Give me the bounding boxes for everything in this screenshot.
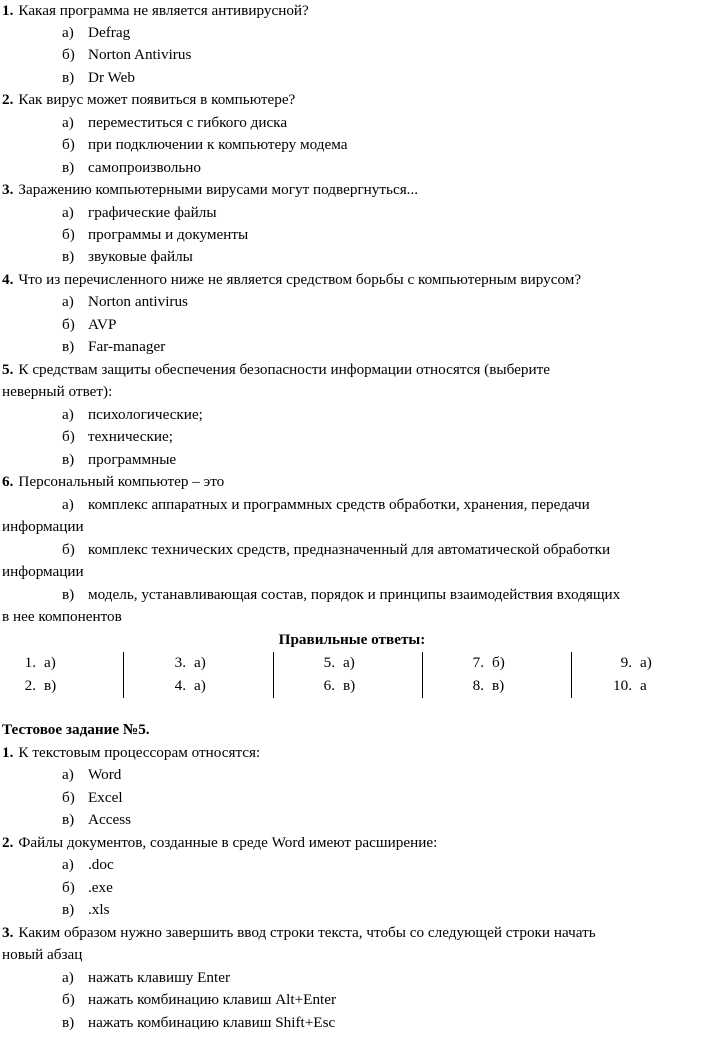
answer-cell	[462, 675, 504, 697]
option-text: Word	[88, 766, 122, 783]
option	[62, 899, 110, 921]
option-label: в)	[62, 69, 75, 86]
answer-value: в)	[343, 677, 356, 694]
option	[62, 854, 114, 876]
question-text: Как вирус может появиться в компьютере?	[18, 91, 296, 108]
question-number: 2.	[2, 834, 14, 851]
option	[62, 787, 123, 809]
answer-value: б)	[492, 654, 505, 671]
option	[62, 291, 188, 313]
option-text: самопроизвольно	[88, 159, 202, 176]
table-divider	[571, 652, 572, 698]
option-label: б)	[62, 541, 75, 558]
option-label: б)	[62, 991, 75, 1008]
option-text: при подключении к компьютеру модема	[88, 136, 348, 153]
answer-number: 3.	[174, 654, 186, 671]
option-label: а)	[62, 114, 74, 131]
question-6	[2, 471, 224, 493]
option-text-continued: в нее компонентов	[2, 608, 122, 625]
option-text: Access	[88, 811, 132, 828]
question-number: 1.	[2, 2, 14, 19]
option-label: в)	[62, 811, 75, 828]
option	[62, 764, 121, 786]
option-label: б)	[62, 226, 75, 243]
option-text: переместиться с гибкого диска	[88, 114, 288, 131]
option-text: технические;	[88, 428, 173, 445]
option-label: в)	[62, 451, 75, 468]
question-text: Файлы документов, созданные в среде Word имеют расширение:	[18, 834, 438, 851]
option-label: б)	[62, 428, 75, 445]
answer-number: 9.	[620, 654, 632, 671]
option	[62, 494, 590, 516]
question-text: Каким образом нужно завершить ввод строки текста, чтобы со следующей строки начать	[18, 924, 596, 941]
option	[62, 967, 230, 989]
question-number: 3.	[2, 181, 14, 198]
question-text: К средствам защиты обеспечения безопасности информации относятся (выберите	[18, 361, 550, 378]
answer-cell	[14, 675, 56, 697]
table-divider	[422, 652, 423, 698]
question-text-continued: неверный ответ):	[2, 383, 113, 400]
option-label: б)	[62, 789, 75, 806]
answer-number: 7.	[472, 654, 484, 671]
option	[62, 157, 201, 179]
answer-cell	[313, 675, 355, 697]
option-text: модель, устанавливающая состав, порядок и принципы взаимодействия входящих	[88, 586, 621, 603]
option-label: а)	[62, 293, 74, 310]
option-text: комплекс технических средств, предназначенный для автоматической обработки	[88, 541, 611, 558]
option-label: б)	[62, 879, 75, 896]
question-number: 4.	[2, 271, 14, 288]
question-3	[2, 922, 596, 944]
option	[62, 1012, 335, 1034]
option-label: б)	[62, 136, 75, 153]
option-text: графические файлы	[88, 204, 217, 221]
answers-row-2	[0, 675, 704, 697]
question-number: 1.	[2, 744, 14, 761]
option	[62, 112, 287, 134]
option-text: нажать клавишу Enter	[88, 969, 231, 986]
option-label: а)	[62, 204, 74, 221]
answer-value: в)	[492, 677, 505, 694]
option-label: а)	[62, 766, 74, 783]
option-text: Excel	[88, 789, 123, 806]
answer-value: а)	[194, 654, 206, 671]
answer-cell	[14, 652, 56, 674]
option-text: .xls	[88, 901, 110, 918]
answer-value: в)	[44, 677, 57, 694]
option	[62, 336, 165, 358]
option-text: психологические;	[88, 406, 203, 423]
answer-value: а)	[343, 654, 355, 671]
option	[62, 67, 135, 89]
option	[62, 449, 176, 471]
answer-cell	[164, 675, 206, 697]
option	[62, 404, 203, 426]
option-text: Dr Web	[88, 69, 135, 86]
option-text: Norton antivirus	[88, 293, 188, 310]
answer-number: 5.	[323, 654, 335, 671]
table-divider	[123, 652, 124, 698]
option-label: б)	[62, 316, 75, 333]
question-text: Заражению компьютерными вирусами могут подвергнуться...	[18, 181, 419, 198]
answers-row-1	[0, 652, 704, 674]
question-text: Что из перечисленного ниже не является средством борьбы с компьютерным вирусом?	[18, 271, 582, 288]
question-text-continued: новый абзац	[2, 946, 83, 963]
option-text: .doc	[88, 856, 114, 873]
option-text: нажать комбинацию клавиш Alt+Enter	[88, 991, 337, 1008]
option	[62, 22, 130, 44]
option-label: а)	[62, 856, 74, 873]
question-4	[2, 269, 581, 291]
option-text: нажать комбинацию клавиш Shift+Esc	[88, 1014, 336, 1031]
option-label: в)	[62, 159, 75, 176]
option-label: а)	[62, 24, 74, 41]
question-2	[2, 89, 295, 111]
option	[62, 426, 173, 448]
option	[62, 314, 116, 336]
option	[62, 134, 347, 156]
option-text: Far-manager	[88, 338, 166, 355]
answer-number: 2.	[24, 677, 36, 694]
option-text-continued: информации	[2, 518, 84, 535]
option	[62, 877, 113, 899]
answer-number: 1.	[24, 654, 36, 671]
option-text: Defrag	[88, 24, 131, 41]
answer-cell	[610, 652, 652, 674]
answer-cell	[462, 652, 505, 674]
answer-cell	[313, 652, 355, 674]
option	[62, 539, 610, 561]
option-text: программы и документы	[88, 226, 249, 243]
option	[62, 989, 336, 1011]
answer-number: 4.	[174, 677, 186, 694]
question-1	[2, 742, 260, 764]
option-label: а)	[62, 406, 74, 423]
question-1	[2, 0, 309, 22]
question-number: 2.	[2, 91, 14, 108]
answer-cell	[610, 675, 647, 697]
option	[62, 202, 217, 224]
answer-number: 10.	[613, 677, 632, 694]
answer-cell	[164, 652, 206, 674]
option	[62, 224, 248, 246]
option-label: б)	[62, 46, 75, 63]
option-text-continued: информации	[2, 563, 84, 580]
answer-value: а	[640, 677, 647, 694]
option	[62, 584, 620, 606]
question-5	[2, 359, 550, 381]
answer-value: а)	[44, 654, 56, 671]
answers-title: Правильные ответы:	[278, 631, 426, 648]
question-text: Какая программа не является антивирусной?	[18, 2, 309, 19]
option	[62, 44, 191, 66]
option-text: AVP	[88, 316, 117, 333]
option-label: в)	[62, 248, 75, 265]
question-text: К текстовым процессорам относятся:	[18, 744, 261, 761]
option-label: в)	[62, 901, 75, 918]
question-number: 5.	[2, 361, 14, 378]
option-text: звуковые файлы	[88, 248, 193, 265]
option-label: а)	[62, 496, 74, 513]
answer-value: а)	[194, 677, 206, 694]
question-2	[2, 832, 437, 854]
answer-number: 6.	[323, 677, 335, 694]
option-text: Norton Antivirus	[88, 46, 192, 63]
option	[62, 246, 193, 268]
option-text: программные	[88, 451, 177, 468]
option-label: в)	[62, 338, 75, 355]
answer-value: а)	[640, 654, 652, 671]
option-text: .exe	[88, 879, 113, 896]
option-label: а)	[62, 969, 74, 986]
answer-number: 8.	[472, 677, 484, 694]
question-3	[2, 179, 418, 201]
option-text: комплекс аппаратных и программных средств обработки, хранения, передачи	[88, 496, 590, 513]
option-label: в)	[62, 1014, 75, 1031]
table-divider	[273, 652, 274, 698]
option-label: в)	[62, 586, 75, 603]
question-number: 6.	[2, 473, 14, 490]
question-number: 3.	[2, 924, 14, 941]
question-text: Персональный компьютер – это	[18, 473, 225, 490]
option	[62, 809, 131, 831]
section-title: Тестовое задание №5.	[2, 721, 150, 738]
